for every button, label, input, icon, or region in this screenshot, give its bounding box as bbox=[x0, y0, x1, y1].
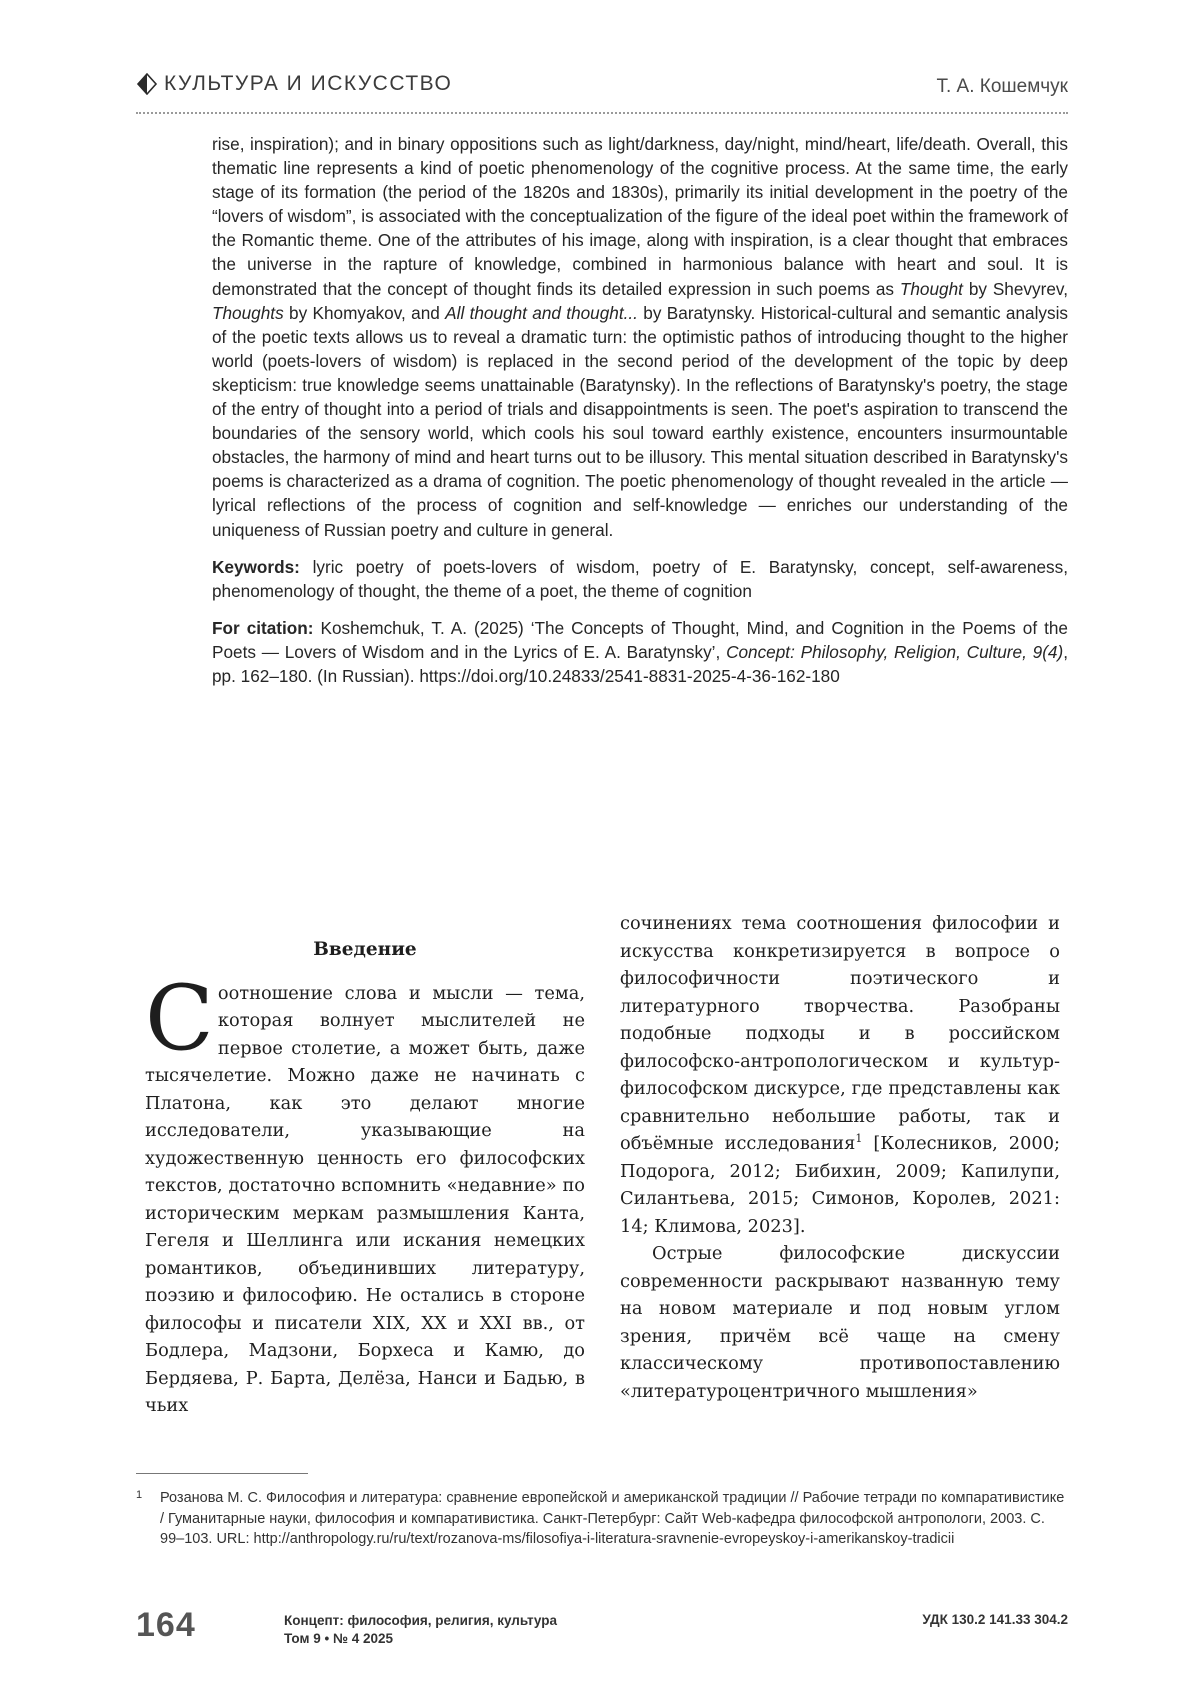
intro-paragraph-text: оотношение слова и мысли — тема, которая волнует мыслителей не первое столетие, а может быть, даже тысячелетие. Можно даже не начинать с Платона, как это делают многие исследователи, указывающие на художественную ценность его философских текстов, достаточно вспомнить «недавние» по историческим меркам размышления Канта, Гегеля и Шеллинга или искания немецких романтиков, объединивших литературу, поэзию и философию. Не остались в стороне философы и писатели XIX, XX и XXI вв., от Бодлера, Мадзони, Борхеса и Камю, до Бердяева, Р. Барта, Делёза, Нанси и Бадью, в чьих bbox=[145, 982, 585, 1416]
citation-label: For citation: bbox=[212, 617, 314, 638]
intro-paragraph bbox=[145, 965, 585, 1420]
header-divider bbox=[136, 112, 1068, 114]
left-column bbox=[145, 910, 585, 1420]
journal-info bbox=[284, 1612, 557, 1648]
section-title: Введение bbox=[313, 939, 417, 960]
footnote bbox=[136, 1488, 1068, 1550]
journal-name: Концепт: философия, религия, культура bbox=[284, 1613, 558, 1628]
footnote-reference[interactable]: 1 bbox=[855, 1132, 863, 1146]
abstract-work-title: Thoughts bbox=[212, 302, 284, 323]
right-column bbox=[620, 910, 1060, 1405]
diamond-icon bbox=[136, 73, 158, 95]
citation-text: Koshemchuk, T. A. (2025) ‘The Concepts of Thought, Mind, and Cognition in the Poems of the Poets — Lovers of Wisdom and in the Lyrics of E. A. Baratynsky’, bbox=[212, 617, 1068, 662]
abstract-work-title: Thought bbox=[899, 278, 963, 299]
keywords-label: Keywords: bbox=[212, 556, 300, 577]
abstract bbox=[212, 132, 1068, 688]
abstract-text-part: by Baratynsky. Historical-cultural and semantic analysis of the poetic texts allows us to reveal a dramatic turn: the optimistic pathos of introducing thought to the higher world (poets-lovers of wisdom) is replaced in the second period of the development of the topic by deep skepticism: true knowledge seems unattainable (Baratynsky). In the reflections of Baratynsky's poetry, the stage of the entry of thought into a period of trials and disappointments is seen. The poet's aspiration to transcend the boundaries of the sensory world, which cools his soul toward earthly existence, encounters insurmountable obstacles, the harmony of mind and heart turns out to be illusory. This mental situation described in Baratynsky's poems is characterized as a drama of cognition. The poetic phenomenology of thought revealed in the article — lyrical reflections of the process of cognition and self-knowledge — enriches our understanding of the uniqueness of Russian poetry and culture in general. bbox=[212, 302, 1069, 540]
citation-journal: Concept: Philosophy, Religion, Culture, 9(4) bbox=[726, 641, 1064, 662]
page-number: 164 bbox=[136, 1606, 196, 1644]
paragraph-continued bbox=[620, 910, 1060, 1240]
keywords bbox=[212, 555, 1068, 603]
citation-text-end: , pp. 162–180. (In Russian). https://doi.org/10.24833/2541-8831-2025-4-36-162-180 bbox=[212, 641, 1068, 686]
header-author: Т. А. Кошемчук bbox=[936, 76, 1068, 97]
running-header bbox=[136, 72, 1068, 106]
abstract-work-title: All thought and thought... bbox=[445, 302, 638, 323]
header-section-title: КУЛЬТУРА И ИСКУССТВО bbox=[164, 72, 453, 95]
abstract-text-part: rise, inspiration); and in binary oppositions such as light/darkness, day/night, mind/heart, life/death. Overall, this thematic line represents a kind of poetic phenomenology of the cognitive process. At the same time, the early stage of its formation (the period of the 1820s and 1830s), primarily its initial development in the poetry of the “lovers of wisdom”, is associated with the conceptualization of the figure of the ideal poet within the framework of the Romantic theme. One of the attributes of his image, along with inspiration, is a clear thought that embraces the universe in the rapture of knowledge, combined in harmonious balance with heart and soul. It is demonstrated that the concept of thought finds its detailed expression in such poems as bbox=[212, 134, 1068, 299]
paragraph-text-end: [Колесников, 2000; Подорога, 2012; Бибихин, 2009; Капилупи, Силантьева, 2015; Симонов, Королев, 2021: 14; Климова, 2023]. bbox=[620, 1133, 1061, 1237]
udk-code: УДК 130.2 141.33 304.2 bbox=[922, 1612, 1068, 1627]
citation bbox=[212, 616, 1068, 688]
abstract-text-part: by Khomyakov, and bbox=[283, 302, 446, 323]
paragraph-text: сочинениях тема соотношения философии и искусства конкретизируется в вопросе о философичности поэтического и литературного творчества. Разобраны подобные подходы и в российском философско-антропологическом и культур-философском дискурсе, где представлены как сравнительно небольшие работы, так и объёмные исследования bbox=[620, 913, 1060, 1154]
footnote-number: 1 bbox=[136, 1489, 143, 1501]
abstract-text-part: by Shevyrev, bbox=[962, 278, 1068, 299]
footnote-divider bbox=[136, 1473, 308, 1474]
keywords-text: lyric poetry of poets-lovers of wisdom, poetry of E. Baratynsky, concept, self-awareness, phenomenology of thought, the theme of a poet, the theme of cognition bbox=[212, 556, 1068, 601]
header-left bbox=[136, 72, 452, 96]
paragraph: Острые философские дискуссии современности раскрывают названную тему на новом материале и под новым углом зрения, причём всё чаще на смену классическому противопоставлению «литературоцентричного мышления» bbox=[620, 1243, 1060, 1402]
journal-volume-issue: Том 9 • № 4 2025 bbox=[284, 1631, 394, 1646]
footnote-text: Розанова М. С. Философия и литература: сравнение европейской и американской традиции // Рабочие тетради по компаративистике / Гуманитарные науки, философия и компаративистика. Санкт-Петербург: Сайт Web-кафедра философской антропологи, 2003. С. 99–103. URL: http://anthropology.ru/ru/text/rozanova-ms/filosofiya-i-literatura-sravnenie-evropeyskoy-i-amerikanskoy-tradicii bbox=[160, 1490, 1065, 1547]
abstract-text bbox=[212, 132, 1068, 542]
drop-cap: С bbox=[145, 965, 214, 1071]
